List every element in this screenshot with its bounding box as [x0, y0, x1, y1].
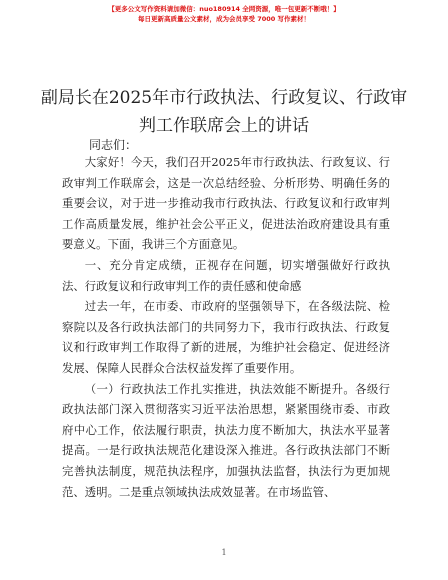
promo-banner	[0, 4, 448, 24]
document-title: 副局长在2025年市行政执法、行政复议、行政审判工作联席会上的讲话	[40, 88, 408, 136]
promo-line-2: 每日更新高质量公文素材，成为会员享受 7000 写作素材！	[137, 15, 311, 23]
paragraph-2: 一、充分肯定成绩，正视存在问题，切实增强做好行政执法、行政复议和行政审判工作的责任感和使命感	[62, 257, 390, 293]
page-number: 1	[221, 548, 227, 557]
paragraph-4: （一）行政执法工作扎实推进，执法效能不断提升。各级行政执法部门深入贯彻落实习近平法治思想，紧紧围绕市委、市政府中心工作，依法履行职责，执法力度不断加大，执法水平显著提高。一是行政执法规范化建设深入推进。各行政执法部门不断完善执法制度，规范执法程序，加强执法监督，执法行为更加规范、透明。二是重点领域执法成效显著。在市场监管、	[62, 381, 390, 499]
promo-line-1: 【更多公文写作资料请加微信：nuo180914 全网资源，唯一包更新不断哦！】	[108, 5, 340, 13]
document-body	[62, 152, 390, 502]
salutation: 同志们：	[89, 138, 138, 152]
paragraph-1: 大家好！今天，我们召开2025年市行政执法、行政复议、行政审判工作联席会，这是一次总结经验、分析形势、明确任务的重要会议，对于进一步推动我市行政执法、行政复议和行政审判工作高质量发展，维护社会公平正义，促进法治政府建设具有重要意义。下面，我讲三个方面意见。	[62, 155, 390, 252]
paragraph-3: 过去一年，在市委、市政府的坚强领导下，在各级法院、检察院以及各行政执法部门的共同努力下，我市行政执法、行政复议和行政审判工作取得了新的进展，为维护社会稳定、促进经济发展、保障人民群众合法权益发挥了重要作用。	[62, 299, 390, 375]
